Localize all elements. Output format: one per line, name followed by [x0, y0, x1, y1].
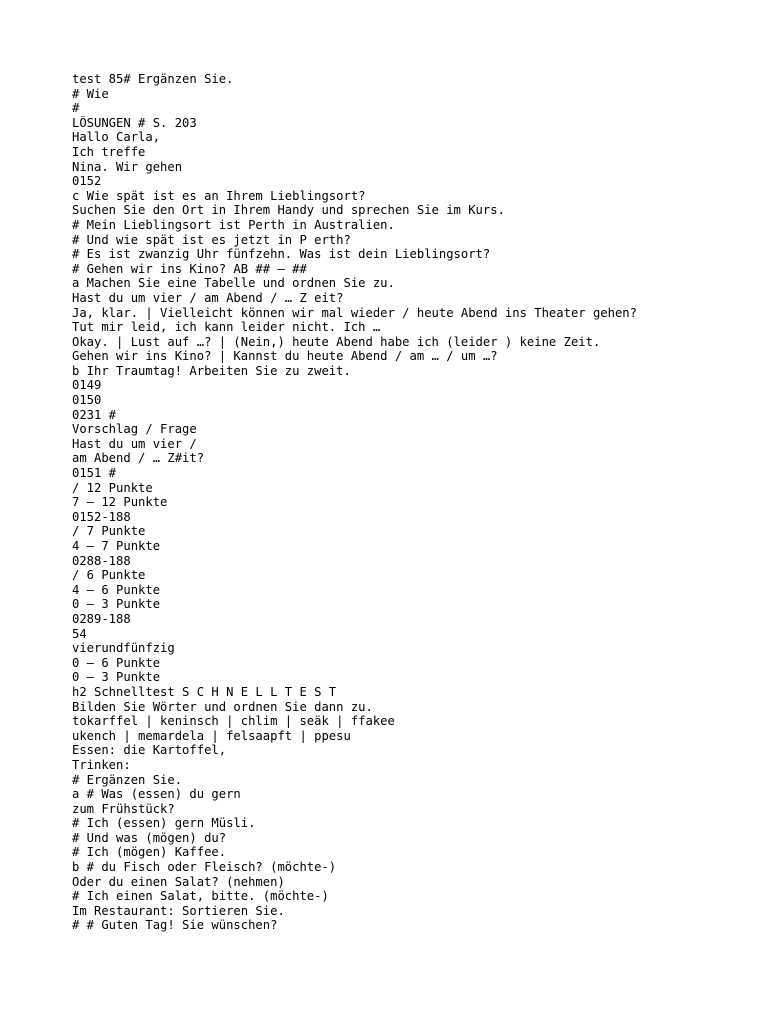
- text-line: test 85# Ergänzen Sie.: [72, 72, 234, 86]
- text-line: b # du Fisch oder Fleisch? (möchte-): [72, 860, 337, 875]
- text-line: Ja, klar. | Vielleicht können wir mal wieder / heute Abend ins Theater gehen?: [72, 305, 637, 320]
- text-line: c Wie spät ist es an Ihrem Lieblingsort?: [72, 188, 366, 203]
- text-line: Nina. Wir gehen: [72, 159, 183, 174]
- text-line: # Ich (mögen) Kaffee.: [72, 845, 227, 860]
- text-line: #: [72, 101, 80, 116]
- text-line: Suchen Sie den Ort in Ihrem Handy und sprechen Sie im Kurs.: [72, 203, 505, 218]
- text-line: ukench | memardela | felsaapft | ppesu: [72, 728, 351, 743]
- text-line: 7 – 12 Punkte: [72, 495, 168, 510]
- text-line: Hast du um vier /: [72, 436, 197, 451]
- text-line: # Mein Lieblingsort ist Perth in Australien.: [72, 217, 395, 232]
- text-line: 0151 #: [72, 466, 117, 481]
- text-line: # Ich einen Salat, bitte. (möchte-): [72, 889, 329, 904]
- text-line: h2 Schnelltest S C H N E L L T E S T: [72, 684, 337, 699]
- text-line: Im Restaurant: Sortieren Sie.: [72, 903, 285, 918]
- text-line: 0149: [72, 378, 102, 393]
- text-line: b Ihr Traumtag! Arbeiten Sie zu zweit.: [72, 363, 351, 378]
- text-line: Trinken:: [72, 757, 131, 772]
- text-line: Ich treffe: [72, 144, 146, 159]
- text-line: Okay. | Lust auf …? | (Nein,) heute Abend habe ich (leider ) keine Zeit.: [72, 334, 601, 349]
- document-page: [72, 72, 752, 933]
- text-line: 0152-188: [72, 509, 131, 524]
- text-line: Gehen wir ins Kino? | Kannst du heute Abend / am … / um …?: [72, 349, 498, 364]
- text-line: 0288-188: [72, 553, 131, 568]
- text-line: / 7 Punkte: [72, 524, 146, 539]
- text-line: # Und wie spät ist es jetzt in P erth?: [72, 232, 351, 247]
- text-line: zum Frühstück?: [72, 801, 175, 816]
- text-line: LÖSUNGEN # S. 203: [72, 115, 197, 130]
- text-line: Hast du um vier / am Abend / … Z eit?: [72, 290, 344, 305]
- text-line: # Ergänzen Sie.: [72, 772, 183, 787]
- text-line: # Es ist zwanzig Uhr fünfzehn. Was ist dein Lieblingsort?: [72, 247, 491, 262]
- text-line: Essen: die Kartoffel,: [72, 743, 227, 758]
- text-line: Oder du einen Salat? (nehmen): [72, 874, 285, 889]
- text-line: 0150: [72, 393, 102, 408]
- text-line: 54: [72, 626, 87, 641]
- text-line: 4 – 6 Punkte: [72, 582, 161, 597]
- text-line: Bilden Sie Wörter und ordnen Sie dann zu.: [72, 699, 373, 714]
- text-line: 0 – 3 Punkte: [72, 597, 161, 612]
- text-line: # Und was (mögen) du?: [72, 830, 227, 845]
- text-line: # Gehen wir ins Kino? AB ## – ##: [72, 261, 307, 276]
- text-line: 0231 #: [72, 407, 117, 422]
- text-line: 0 – 6 Punkte: [72, 655, 161, 670]
- text-line: 0 – 3 Punkte: [72, 670, 161, 685]
- text-line: 0152: [72, 174, 102, 189]
- text-line: # Ich (essen) gern Müsli.: [72, 816, 256, 831]
- text-line: 4 – 7 Punkte: [72, 539, 161, 553]
- text-line: a Machen Sie eine Tabelle und ordnen Sie zu.: [72, 276, 395, 291]
- text-line: am Abend / … Z#it?: [72, 451, 205, 466]
- text-line: # Wie: [72, 86, 109, 101]
- text-line: # # Guten Tag! Sie wünschen?: [72, 918, 278, 933]
- text-line: / 6 Punkte: [72, 568, 146, 583]
- text-line: 0289-188: [72, 611, 131, 626]
- text-line: a # Was (essen) du gern: [72, 787, 241, 802]
- text-line: Tut mir leid, ich kann leider nicht. Ich …: [72, 320, 381, 335]
- text-line: vierundfünfzig: [72, 641, 175, 656]
- text-line: / 12 Punkte: [72, 480, 153, 495]
- text-line: tokarffel | keninsch | chlim | seäk | ffakee: [72, 714, 395, 729]
- text-line: Hallo Carla,: [72, 130, 161, 145]
- text-line: Vorschlag / Frage: [72, 422, 197, 437]
